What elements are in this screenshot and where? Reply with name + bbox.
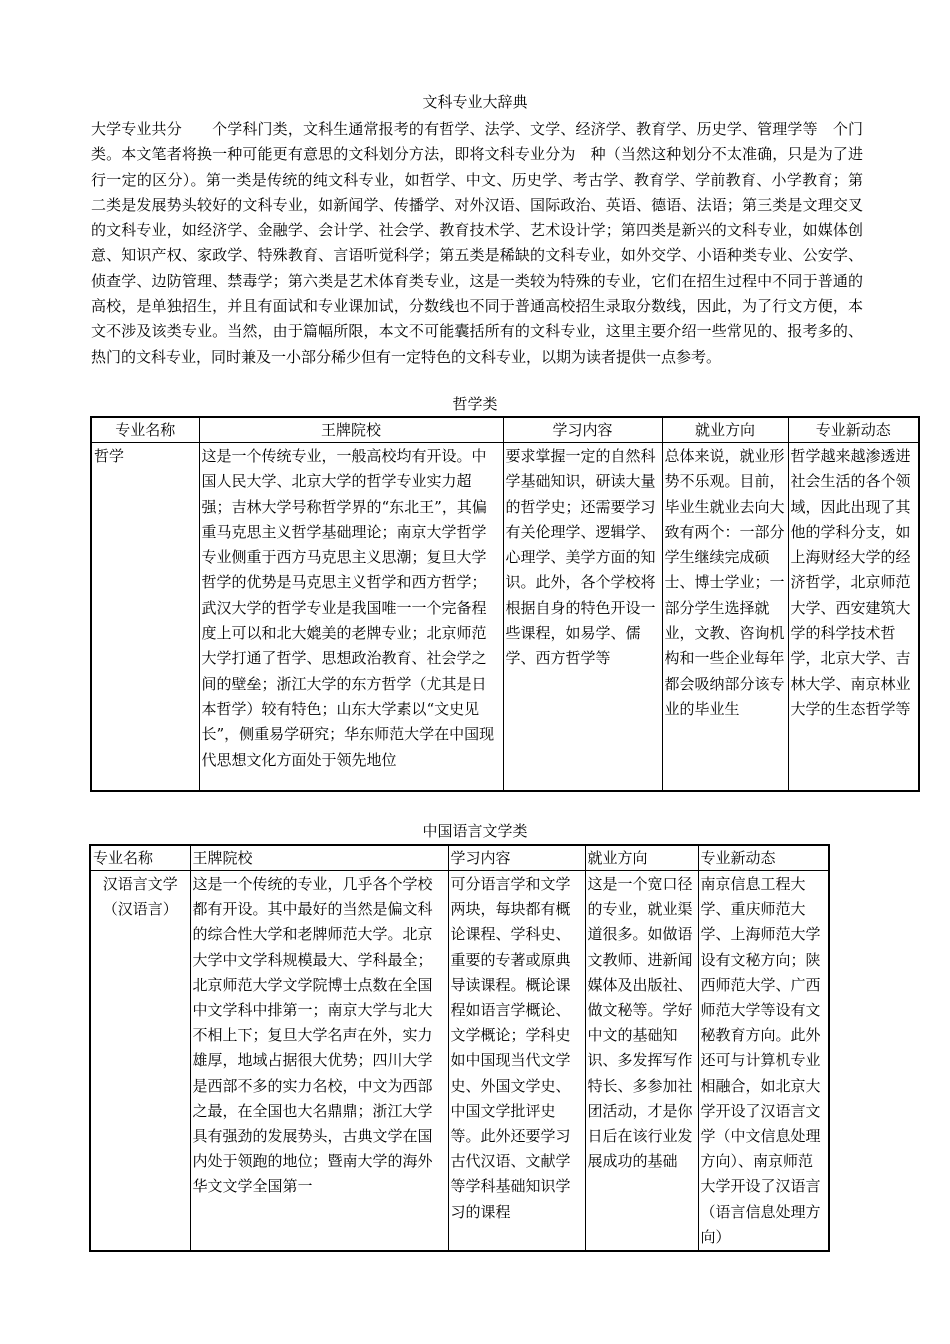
cell-trends: 南京信息工程大学、重庆师范大学、上海师范大学设有文秘方向；陕西师范大学、广西师范大学等设有文秘教育方向。此外还可与计算机专业相融合，如北京大学开设了汉语言文学（中文信息处理方向）、南京师范大学开设了汉语言（语言信息处理方向） <box>698 871 829 1252</box>
header-major: 专业名称 <box>90 845 190 871</box>
table-header-row <box>90 845 829 871</box>
cell-trends: 哲学越来越渗透进社会生活的各个领域，因此出现了其他的学科分支，如上海财经大学的经济哲学，北京师范大学、西安建筑大学的科学技术哲学，北京大学、吉林大学、南京林业大学的生态哲学等 <box>788 443 919 791</box>
header-major: 专业名称 <box>91 417 199 443</box>
intro-paragraph: 大学专业共分 个学科门类，文科生通常报考的有哲学、法学、文学、经济学、教育学、历史学、管理学等 个门类。本文笔者将换一种可能更有意思的文科划分方法，即将文科专业分为 种（当然这种划分不太准确，只是为了进行一定的区分）。第一类是传统的纯文科专业，如哲学、中文、历史学、考古学、教育学、学前教育、小学教育；第二类是发展势头较好的文科专业，如新闻学、传播学、对外汉语、国际政治、英语、德语、法语；第三类是文理交叉的文科专业，如经济学、金融学、会计学、社会学、教育技术学、艺术设计学；第四类是新兴的文科专业，如媒体创意、知识产权、家政学、特殊教育、言语听觉科学；第五类是稀缺的文科专业，如外交学、小语种类专业、公安学、侦查学、边防管理、禁毒学；第六类是艺术体育类专业，这是一类较为特殊的专业，它们在招生过程中不同于普通的高校，是单独招生，并且有面试和专业课加试，分数线也不同于普通高校招生录取分数线，因此，为了行文方便，本文不涉及该类专业。当然，由于篇幅所限，本文不可能囊括所有的文科专业，这里主要介绍一些常见的、报考多的、热门的文科专业，同时兼及一小部分稀少但有一定特色的文科专业，以期为读者提供一点参考。 <box>91 120 863 366</box>
header-content: 学习内容 <box>503 417 662 443</box>
header-career: 就业方向 <box>662 417 788 443</box>
table-header-row <box>91 417 919 443</box>
philosophy-table <box>90 416 920 792</box>
table1-caption: 哲学类 <box>452 395 498 413</box>
cell-schools: 这是一个传统的专业，几乎各个学校都有开设。其中最好的当然是偏文科的综合性大学和老牌师范大学。北京大学中文学科规模最大、学科最全；北京师范大学文学院博士点数在全国中文学科中排第一；南京大学与北大不相上下；复旦大学名声在外，实力雄厚，地域占据很大优势；四川大学是西部不多的实力名校，中文为西部之最，在全国也大名鼎鼎；浙江大学具有强劲的发展势头，古典文学在国内处于领跑的地位；暨南大学的海外华文文学全国第一 <box>190 871 448 1252</box>
cell-major-name: 汉语言文学（汉语言） <box>90 871 190 1252</box>
cell-content: 要求掌握一定的自然科学基础知识，研读大量的哲学史；还需要学习有关伦理学、逻辑学、心理学、美学方面的知识。此外，各个学校将根据自身的特色开设一些课程，如易学、儒学、西方哲学等 <box>503 443 662 791</box>
header-content: 学习内容 <box>448 845 585 871</box>
table2-caption: 中国语言文学类 <box>422 822 528 840</box>
header-schools: 王牌院校 <box>199 417 503 443</box>
chinese-literature-table <box>89 844 830 1252</box>
table-row <box>90 871 829 1252</box>
document-title: 文科专业大辞典 <box>422 93 528 111</box>
cell-major-name: 哲学 <box>91 443 199 791</box>
cell-content: 可分语言学和文学两块，每块都有概论课程、学科史、重要的专著或原典导读课程。概论课程如语言学概论、文学概论；学科史如中国现当代文学史、外国文学史、中国文学批评史等。此外还要学习古代汉语、文献学等学科基础知识学习的课程 <box>448 871 585 1252</box>
header-trends: 专业新动态 <box>698 845 829 871</box>
header-schools: 王牌院校 <box>190 845 448 871</box>
cell-career: 这是一个宽口径的专业，就业渠道很多。如做语文教师、进新闻媒体及出版社、做文秘等。学好中文的基础知识、多发挥写作特长、多参加社团活动，才是你日后在该行业发展成功的基础 <box>585 871 698 1252</box>
cell-schools: 这是一个传统专业，一般高校均有开设。中国人民大学、北京大学的哲学专业实力超强；吉林大学号称哲学界的“东北王”，其偏重马克思主义哲学基础理论；南京大学哲学专业侧重于西方马克思主义思潮；复旦大学哲学的优势是马克思主义哲学和西方哲学；武汉大学的哲学专业是我国唯一一个完备程度上可以和北大媲美的老牌专业；北京师范大学打通了哲学、思想政治教育、社会学之间的壁垒；浙江大学的东方哲学（尤其是日本哲学）较有特色；山东大学素以“文史见长”，侧重易学研究；华东师范大学在中国现代思想文化方面处于领先地位 <box>199 443 503 791</box>
header-trends: 专业新动态 <box>788 417 919 443</box>
table-row <box>91 443 919 791</box>
header-career: 就业方向 <box>585 845 698 871</box>
cell-career: 总体来说，就业形势不乐观。目前，毕业生就业去向大致有两个：一部分学生继续完成硕士、博士学业；一部分学生选择就业，文教、咨询机构和一些企业每年都会吸纳部分该专业的毕业生 <box>662 443 788 791</box>
